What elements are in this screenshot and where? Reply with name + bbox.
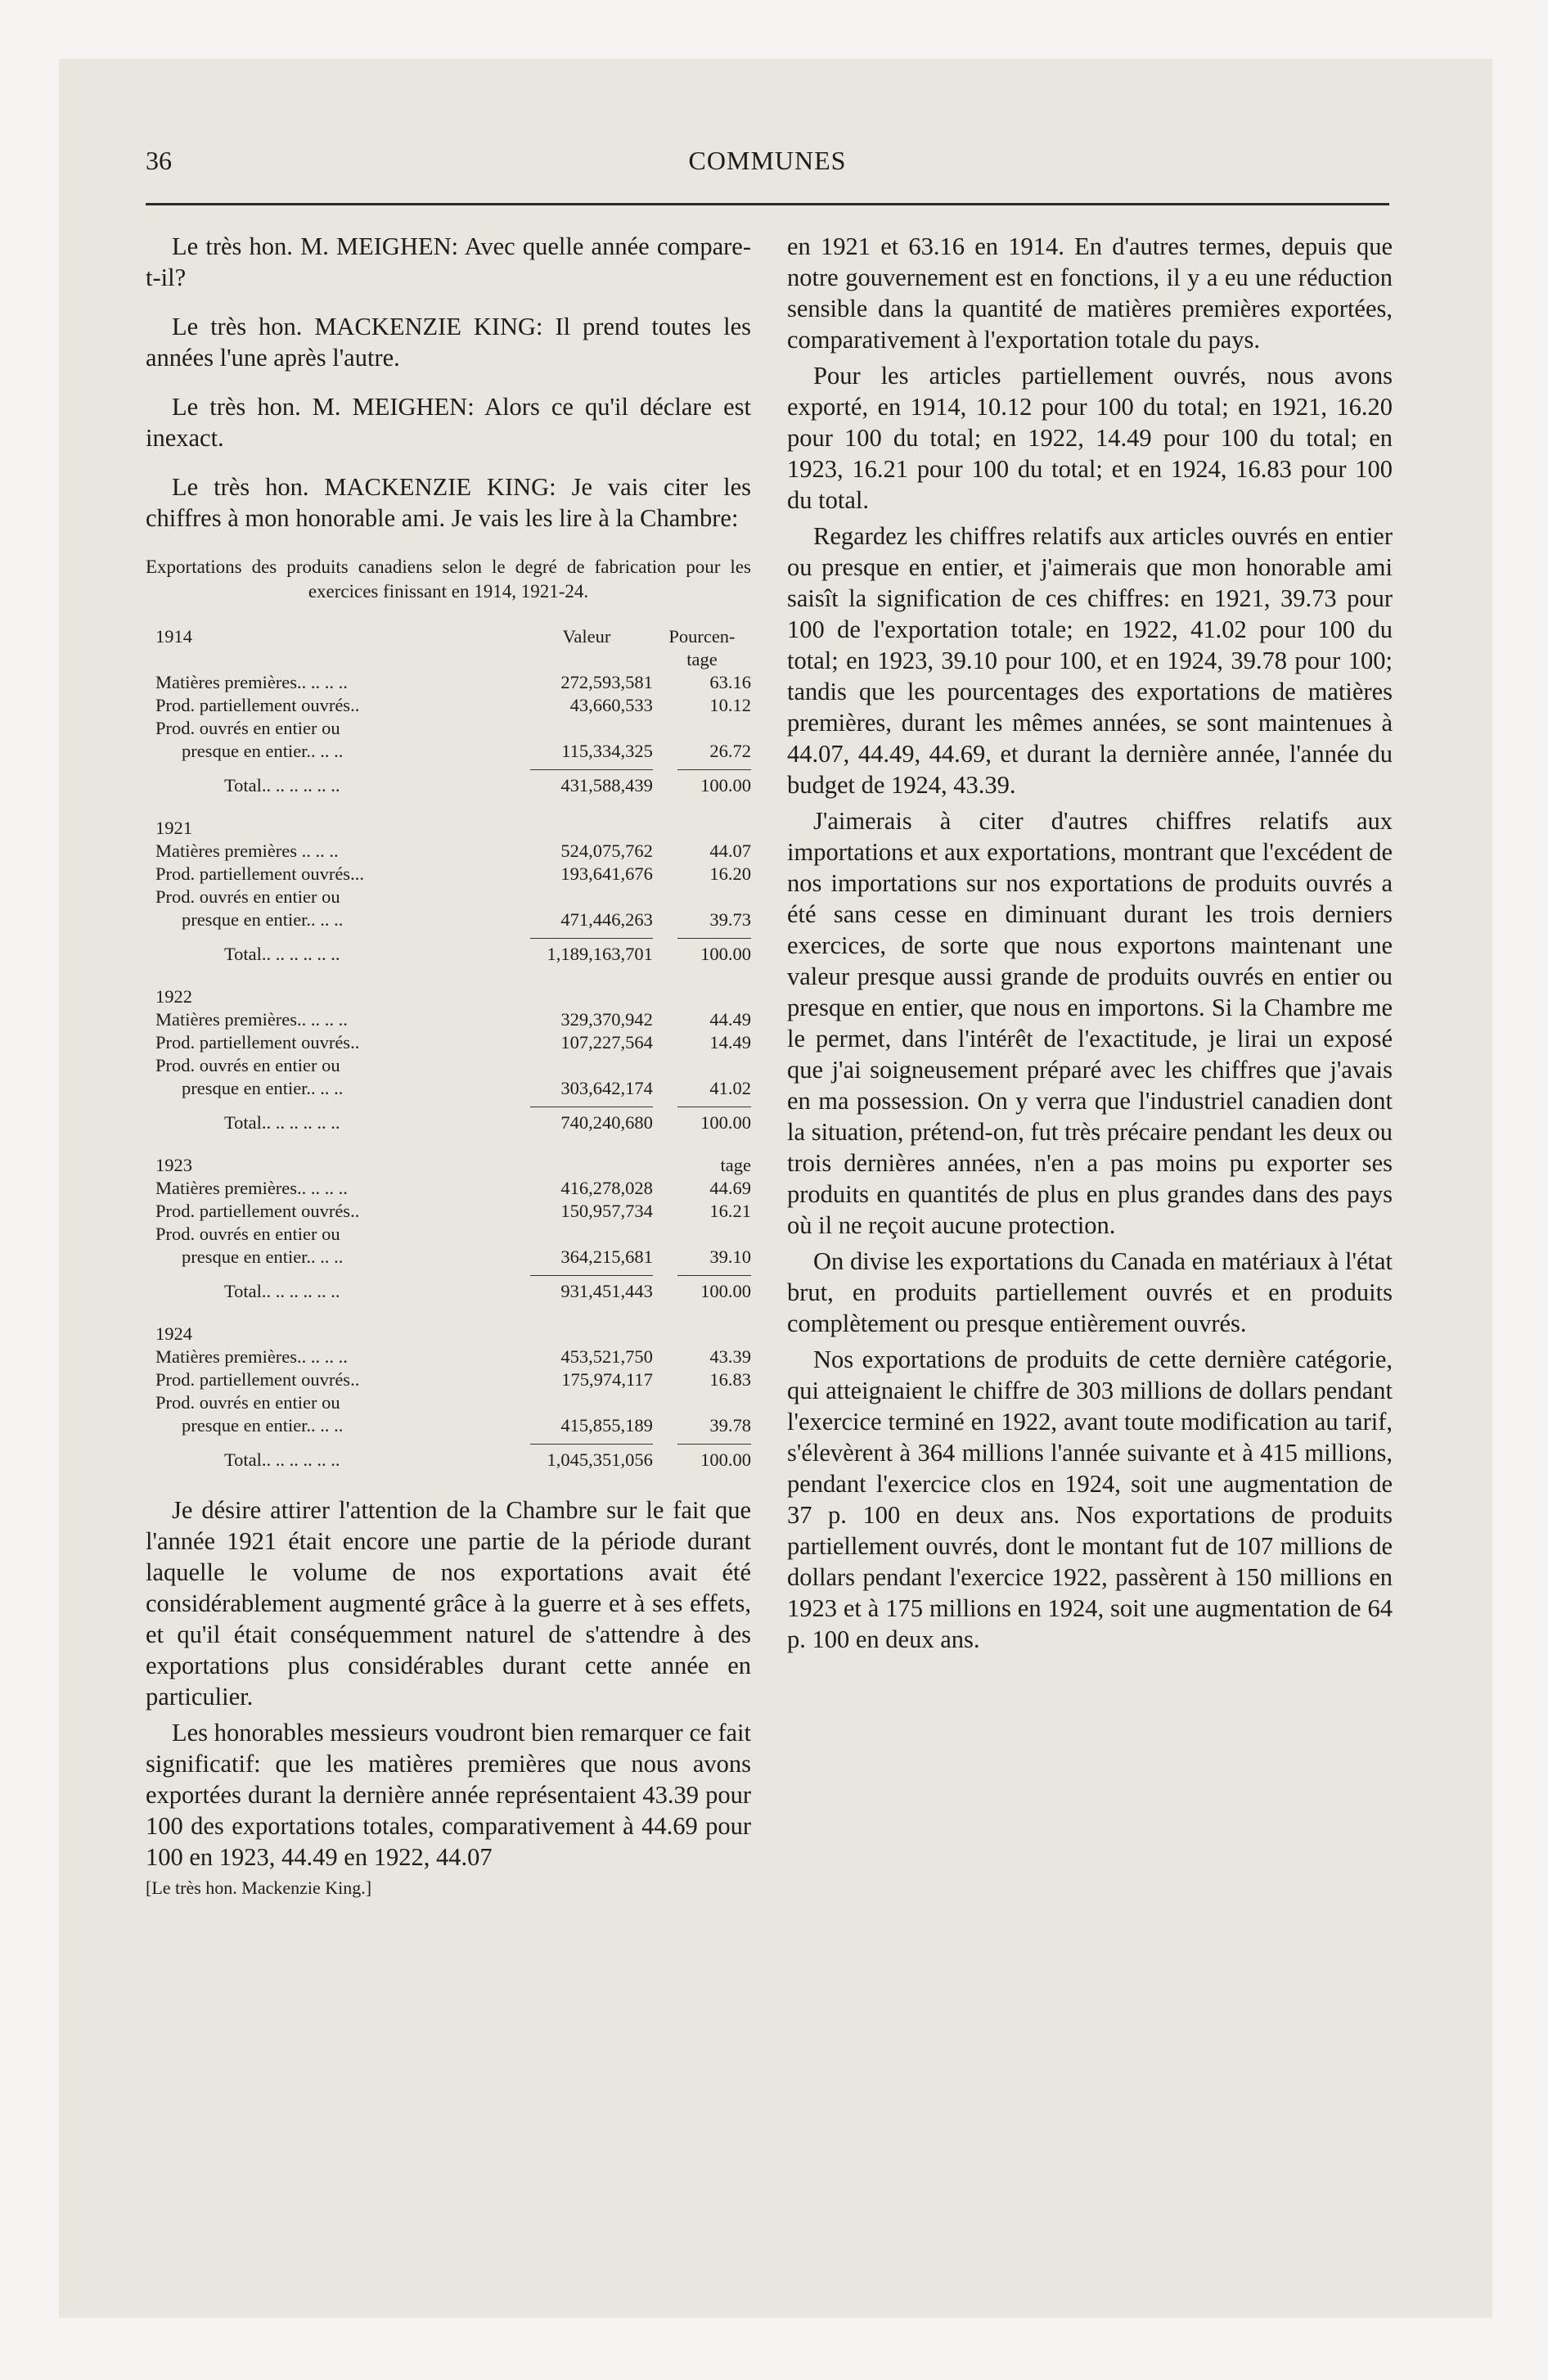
- empty-cell: [520, 802, 653, 840]
- exports-table: [146, 611, 751, 1476]
- table-row: [146, 863, 751, 886]
- page-header: [146, 146, 1389, 195]
- percentage-cell: [653, 1391, 751, 1414]
- row-label: Prod. ouvrés en entier ou: [155, 1392, 340, 1413]
- value-cell: 415,855,189: [560, 1415, 653, 1436]
- table-row: [146, 1346, 751, 1368]
- empty-cell: [520, 648, 653, 671]
- total-percentage: 100.00: [653, 763, 751, 802]
- total-value: 931,451,443: [520, 1269, 653, 1308]
- value-cell: 175,974,117: [561, 1369, 653, 1390]
- percentage-cell: 63.16: [709, 672, 751, 692]
- table-row: [146, 840, 751, 863]
- row-label: Prod. ouvrés en entier ou: [155, 1055, 340, 1075]
- value-cell: 364,215,681: [560, 1246, 653, 1267]
- paragraph: Nos exportations de produits de cette dernière catégorie, qui atteignaient le chiffre de 303 millions de dollars pendant l'exercice terminé en 1922, avant toute modification au tarif, s'élevèrent à 364 millions l'année suivante et à 415 millions, pendant l'exercice clos en 1924, soit une augmentation de 37 p. 100 en deux ans. Nos exportations de produits partiellement ouvrés, dont le montant fut de 107 millions de dollars pendant l'exercice 1922, passèrent à 150 millions en 1923 et à 175 millions en 1924, soit une augmentation de 64 p. 100 en deux ans.: [787, 1346, 1393, 1653]
- row-label: Prod. partiellement ouvrés..: [155, 1032, 360, 1053]
- year-row: [146, 802, 751, 840]
- value-cell: [520, 717, 653, 740]
- left-column: [146, 231, 751, 1899]
- value-cell: 524,075,762: [560, 841, 653, 861]
- header-rule: [146, 203, 1389, 205]
- percentage-cell: 44.49: [709, 1009, 751, 1030]
- column-header-value: Valeur: [562, 626, 611, 647]
- value-cell: 453,521,750: [560, 1346, 653, 1367]
- column-header-percentage: [653, 1308, 751, 1346]
- row-label: Prod. partiellement ouvrés..: [155, 1369, 360, 1390]
- total-value: 740,240,680: [520, 1100, 653, 1139]
- column-header-percentage: tage: [720, 1155, 751, 1175]
- row-label: presque en entier.. .. ..: [182, 909, 344, 930]
- value-cell: 150,957,734: [560, 1201, 653, 1221]
- total-value: 1,045,351,056: [520, 1437, 653, 1476]
- total-label: Total.. .. .. .. .. ..: [224, 944, 340, 964]
- row-label: Matières premières.. .. .. ..: [155, 1346, 348, 1367]
- value-cell: 272,593,581: [560, 672, 653, 692]
- value-cell: 329,370,942: [560, 1009, 653, 1030]
- total-row: [146, 1100, 751, 1139]
- table-row: [146, 1031, 751, 1054]
- percentage-cell: 14.49: [709, 1032, 751, 1053]
- total-label: Total.. .. .. .. .. ..: [224, 775, 340, 796]
- header-row: [146, 648, 751, 671]
- value-cell: 193,641,676: [560, 863, 653, 884]
- percentage-cell: 39.10: [709, 1246, 751, 1267]
- page-number: 36: [146, 146, 172, 175]
- paragraph: Le très hon. MACKENZIE KING: Je vais citer les chiffres à mon honorable ami. Je vais les lire à la Chambre:: [146, 473, 751, 532]
- empty-cell: [520, 1139, 653, 1177]
- year-row: [146, 611, 751, 648]
- row-label: Prod. partiellement ouvrés..: [155, 695, 360, 715]
- table-row: [146, 908, 751, 931]
- paragraph: Regardez les chiffres relatifs aux articles ouvrés en entier ou presque en entier, et j'aimerais que mon honorable ami saisît la signification de ces chiffres: en 1921, 39.73 pour 100 de l'exportation totale; en 1922, 41.02 pour 100 du total; en 1923, 39.10 pour 100, et en 1924, 39.78 pour 100; tandis que les pourcentages des exportations de matières premières, durant les mêmes années, se sont maintenues à 44.07, 44.49, 44.69, et durant la dernière année, l'année du budget de 1924, 43.39.: [787, 522, 1393, 799]
- paragraph: J'aimerais à citer d'autres chiffres relatifs aux importations et aux exportations, montrant que l'excédent de nos importations sur nos exportations de produits ouvrés a été sans cesse en diminuant durant les trois derniers exercices, de sorte que nous exportons maintenant une valeur presque aussi grande de produits ouvrés en entier ou presque en entier, que nous en importons. Si la Chambre me le permet, dans l'intérêt de l'exactitude, je lirai un exposé que j'ai soigneusement préparé avec les chiffres que j'avais en ma possession. On y verra que l'industriel canadien dont la situation, prétend-on, fut très précaire pendant les deux ou trois dernières années, n'en a pas moins pu exporter ses produits en quantités de plus en plus grandes dans des pays où il ne reçoit aucune protection.: [787, 807, 1393, 1239]
- paragraph: Le très hon. M. MEIGHEN: Avec quelle année compare-t-il?: [146, 232, 751, 291]
- row-label: Matières premières .. .. ..: [155, 841, 339, 861]
- row-label: presque en entier.. .. ..: [182, 1415, 344, 1436]
- paragraph: Le très hon. M. MEIGHEN: Alors ce qu'il déclare est inexact.: [146, 393, 751, 452]
- total-label: Total.. .. .. .. .. ..: [224, 1112, 340, 1133]
- paragraph: Le très hon. MACKENZIE KING: Il prend toutes les années l'une après l'autre.: [146, 313, 751, 372]
- table-row: [146, 671, 751, 694]
- total-value: 431,588,439: [520, 763, 653, 802]
- row-label: presque en entier.. .. ..: [182, 1078, 344, 1098]
- row-label: Prod. ouvrés en entier ou: [155, 1224, 340, 1244]
- table-row: [146, 740, 751, 763]
- year-label: 1924: [155, 1323, 192, 1344]
- empty-cell: [520, 1308, 653, 1346]
- year-row: [146, 1308, 751, 1346]
- total-row: [146, 931, 751, 971]
- value-cell: [520, 1391, 653, 1414]
- value-cell: 416,278,028: [560, 1178, 653, 1198]
- year-label: 1914: [155, 626, 192, 647]
- row-label: Prod. partiellement ouvrés..: [155, 1201, 360, 1221]
- row-label: presque en entier.. .. ..: [182, 741, 344, 761]
- empty-cell: [520, 971, 653, 1008]
- row-label: Matières premières.. .. .. ..: [155, 1178, 348, 1198]
- column-header-percentage: Pourcen-: [668, 626, 736, 647]
- year-row: [146, 971, 751, 1008]
- value-cell: [520, 1223, 653, 1246]
- table-row: [146, 1368, 751, 1391]
- year-label: 1922: [155, 986, 192, 1007]
- percentage-cell: [653, 717, 751, 740]
- value-cell: [520, 886, 653, 908]
- row-label: Prod. partiellement ouvrés...: [155, 863, 364, 884]
- total-label: Total.. .. .. .. .. ..: [224, 1449, 340, 1470]
- table-row: [146, 1077, 751, 1100]
- percentage-cell: 16.83: [709, 1369, 751, 1390]
- column-header-percentage: tage: [686, 649, 718, 669]
- table-caption: Exportations des produits canadiens selon le degré de fabrication pour les exercices finissant en 1914, 1921-24.: [146, 557, 751, 602]
- percentage-cell: 43.39: [709, 1346, 751, 1367]
- year-row: [146, 1139, 751, 1177]
- total-value: 1,189,163,701: [520, 931, 653, 971]
- percentage-cell: 16.20: [709, 863, 751, 884]
- table-row: [146, 1054, 751, 1077]
- percentage-cell: [653, 1054, 751, 1077]
- value-cell: 107,227,564: [560, 1032, 653, 1053]
- paragraph: Les honorables messieurs voudront bien remarquer ce fait significatif: que les matières premières que nous avons exportées durant la dernière année représentaient 43.39 pour 100 des exportations totales, comparativement à 44.69 pour 100 en 1923, 44.49 en 1922, 44.07: [146, 1719, 751, 1871]
- table-row: [146, 1246, 751, 1269]
- running-title: COMMUNES: [688, 146, 847, 175]
- row-label: Prod. ouvrés en entier ou: [155, 718, 340, 738]
- value-cell: 43,660,533: [569, 695, 653, 715]
- column-header-percentage: [653, 802, 751, 840]
- value-cell: [520, 1054, 653, 1077]
- total-row: [146, 1437, 751, 1476]
- table-row: [146, 694, 751, 717]
- table-row: [146, 1200, 751, 1223]
- percentage-cell: 10.12: [709, 695, 751, 715]
- percentage-cell: 44.07: [709, 841, 751, 861]
- total-label: Total.. .. .. .. .. ..: [224, 1281, 340, 1301]
- table-row: [146, 1391, 751, 1414]
- value-cell: 303,642,174: [560, 1078, 653, 1098]
- row-label: Matières premières.. .. .. ..: [155, 1009, 348, 1030]
- percentage-cell: 41.02: [709, 1078, 751, 1098]
- value-cell: 115,334,325: [561, 741, 653, 761]
- percentage-cell: [653, 1223, 751, 1246]
- right-column: [787, 231, 1393, 1660]
- paragraph: en 1921 et 63.16 en 1914. En d'autres termes, depuis que notre gouvernement est en fonctions, il y a eu une réduction sensible dans la quantité de matières premières exportées, comparativement à l'exportation totale du pays.: [787, 232, 1393, 354]
- column-header-percentage: [653, 971, 751, 1008]
- row-label: Matières premières.. .. .. ..: [155, 672, 348, 692]
- table-row: [146, 886, 751, 908]
- table-row: [146, 1414, 751, 1437]
- total-row: [146, 1269, 751, 1308]
- total-percentage: 100.00: [653, 931, 751, 971]
- percentage-cell: 16.21: [709, 1201, 751, 1221]
- total-percentage: 100.00: [653, 1100, 751, 1139]
- percentage-cell: 26.72: [709, 741, 751, 761]
- row-label: Prod. ouvrés en entier ou: [155, 886, 340, 907]
- total-percentage: 100.00: [653, 1437, 751, 1476]
- total-percentage: 100.00: [653, 1269, 751, 1308]
- percentage-cell: 39.78: [709, 1415, 751, 1436]
- speaker-attribution: [Le très hon. Mackenzie King.]: [146, 1877, 372, 1898]
- table-row: [146, 717, 751, 740]
- year-label: 1921: [155, 818, 192, 838]
- year-label: 1923: [155, 1155, 192, 1175]
- empty-cell: [146, 648, 520, 671]
- total-row: [146, 763, 751, 802]
- paragraph: Pour les articles partiellement ouvrés, nous avons exporté, en 1914, 10.12 pour 100 du total; en 1921, 16.20 pour 100 du total; en 1922, 14.49 pour 100 du total; en 1923, 16.21 pour 100 du total; et en 1924, 16.83 pour 100 du total.: [787, 362, 1393, 514]
- table-row: [146, 1008, 751, 1031]
- paragraph: Je désire attirer l'attention de la Chambre sur le fait que l'année 1921 était encore une partie de la période durant laquelle le volume de nos exportations avait été considérablement augmenté grâce à la guerre et à ses effets, et qu'il était conséquemment naturel de s'attendre à des exportations plus considérables durant cette année en particulier.: [146, 1496, 751, 1711]
- table-row: [146, 1223, 751, 1246]
- percentage-cell: [653, 886, 751, 908]
- paragraph: On divise les exportations du Canada en matériaux à l'état brut, en produits partiellement ouvrés et en produits complètement ou presque entièrement ouvrés.: [787, 1247, 1393, 1337]
- percentage-cell: 39.73: [709, 909, 751, 930]
- row-label: presque en entier.. .. ..: [182, 1246, 344, 1267]
- value-cell: 471,446,263: [560, 909, 653, 930]
- table-row: [146, 1177, 751, 1200]
- percentage-cell: 44.69: [709, 1178, 751, 1198]
